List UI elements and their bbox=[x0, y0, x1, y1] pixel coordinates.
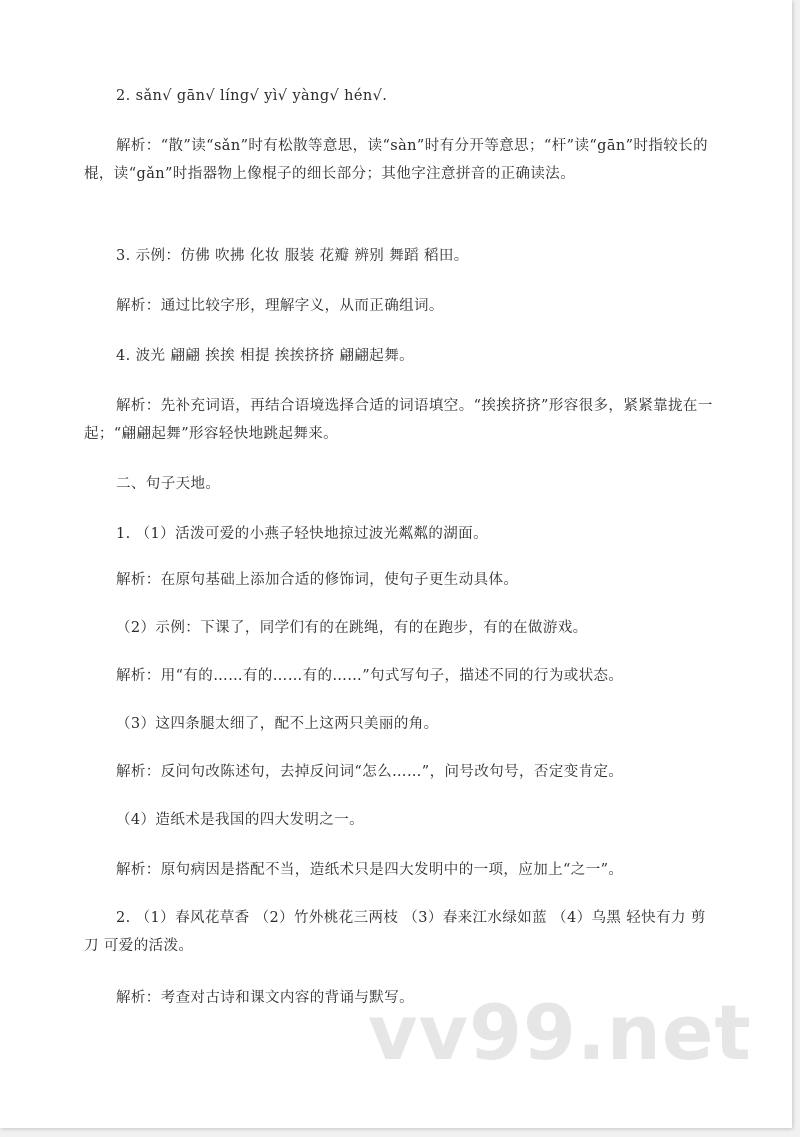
answer-poems: 2. （1）春风花草香 （2）竹外桃花三两枝 （3）春来江水绿如蓝 （4）乌黑 轻快有力 剪刀 可爱的活泼。 bbox=[84, 910, 706, 954]
analysis-words: 解析：通过比较字形，理解字义，从而正确组词。 bbox=[116, 298, 444, 314]
analysis-fill: 解析：先补充词语，再结合语境选择合适的词语填空。“挨挨挤挤”形容很多，紧紧靠拢在一起；“翩翩起舞”形容轻快地跳起舞来。 bbox=[84, 398, 713, 442]
analysis-sentence-4: 解析：原句病因是搭配不当，造纸术只是四大发明中的一项，应加上“之一”。 bbox=[116, 862, 624, 878]
analysis-sentence-3: 解析：反问句改陈述句，去掉反问词“怎么……”，问号改句号，否定变肯定。 bbox=[116, 764, 624, 780]
answer-3-words: 3. 示例：仿佛 吹拂 化妆 服装 花瓣 辨别 舞蹈 稻田。 bbox=[116, 248, 469, 264]
analysis-pinyin: 解析：“散”读“sǎn”时有松散等意思，读“sàn”时有分开等意思；“杆”读“gān”时指较长的棍，读“gǎn”时指器物上像棍子的细长部分；其他字注意拼音的正确读法。 bbox=[84, 138, 708, 182]
watermark: vv99.net bbox=[368, 988, 752, 1077]
answer-sentence-4: （4）造纸术是我国的四大发明之一。 bbox=[116, 812, 365, 828]
section-heading-sentences: 二、句子天地。 bbox=[116, 476, 221, 492]
answer-sentence-1: 1. （1）活泼可爱的小燕子轻快地掠过波光粼粼的湖面。 bbox=[116, 526, 488, 542]
answer-sentence-3: （3）这四条腿太细了，配不上这两只美丽的角。 bbox=[116, 716, 439, 732]
analysis-sentence-2: 解析：用“有的……有的……有的……”句式写句子，描述不同的行为或状态。 bbox=[116, 668, 624, 684]
answer-2-pinyin: 2. sǎn√ gān√ líng√ yì√ yàng√ hén√. bbox=[116, 88, 388, 104]
answer-sentence-2: （2）示例：下课了，同学们有的在跳绳，有的在跑步，有的在做游戏。 bbox=[116, 620, 588, 636]
analysis-poems: 解析：考查对古诗和课文内容的背诵与默写。 bbox=[116, 990, 414, 1006]
answer-4-fill: 4. 波光 翩翩 挨挨 相提 挨挨挤挤 翩翩起舞。 bbox=[116, 348, 414, 364]
analysis-sentence-1: 解析：在原句基础上添加合适的修饰词，使句子更生动具体。 bbox=[116, 572, 519, 588]
